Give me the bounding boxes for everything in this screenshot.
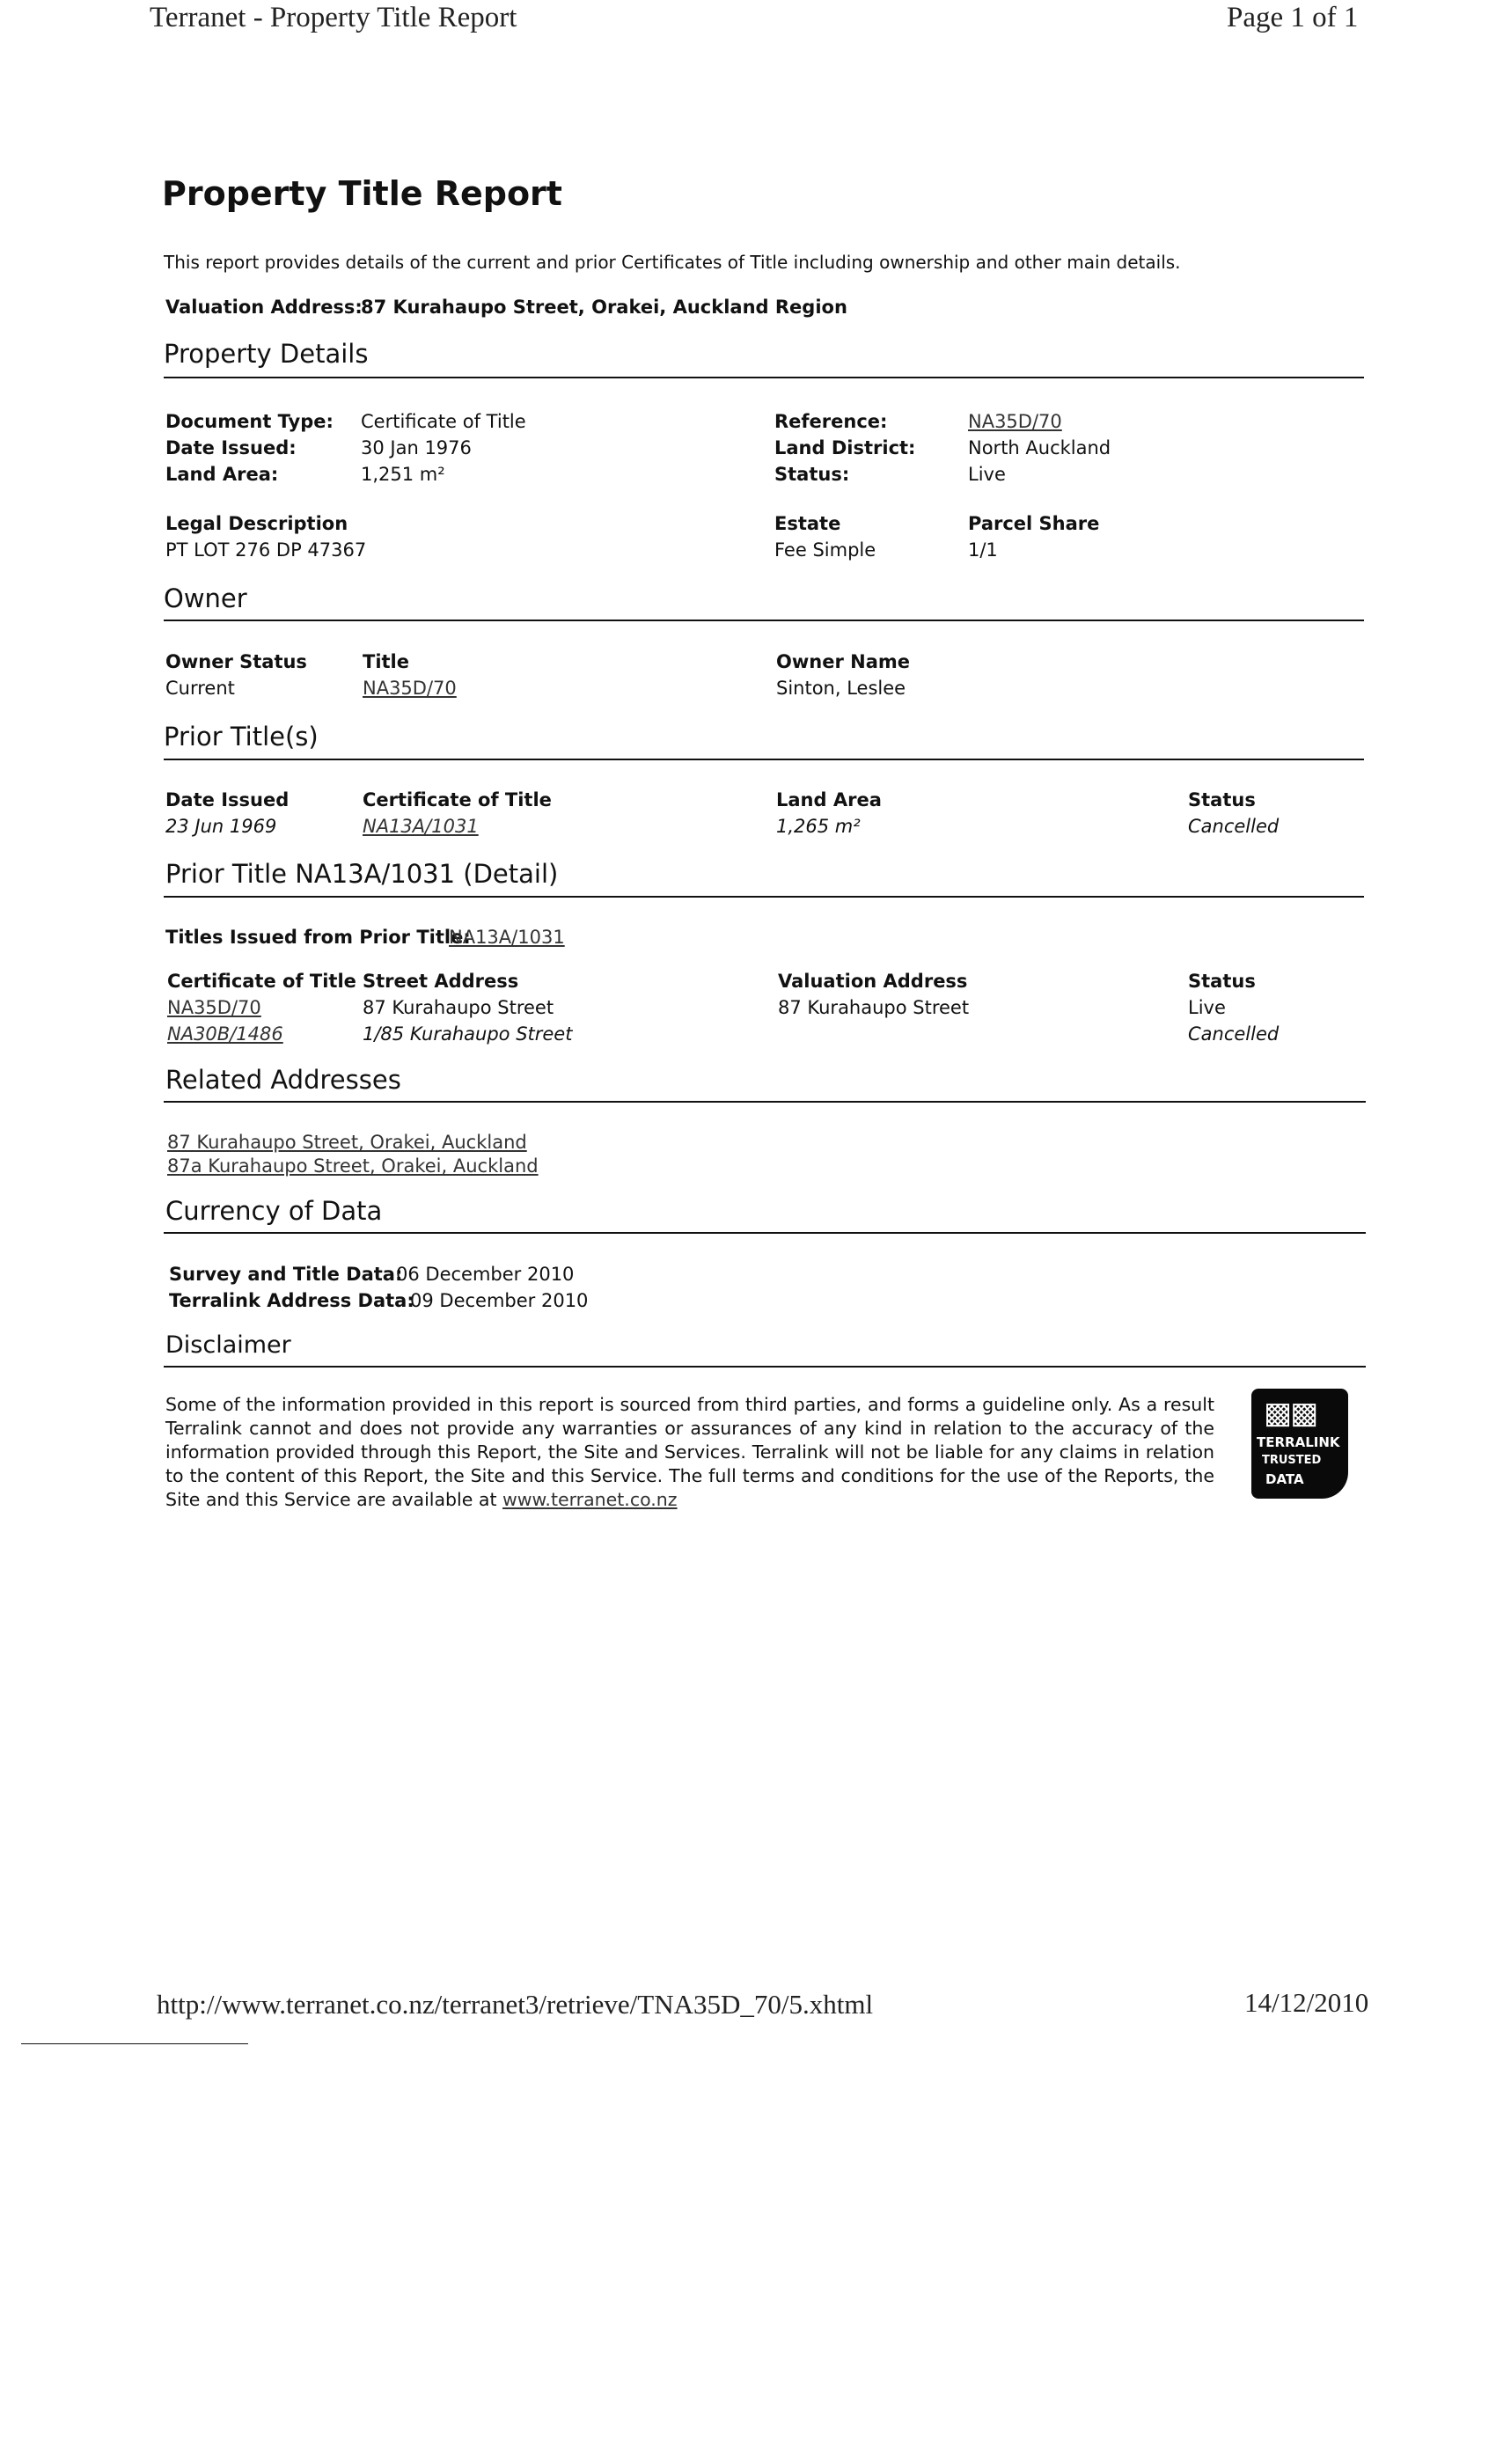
- terralink-mark-icon: ▩▩: [1264, 1396, 1317, 1431]
- address-data-date: 09 December 2010: [410, 1290, 589, 1311]
- owner-heading: Owner: [164, 583, 247, 613]
- prior-titles-heading: Prior Title(s): [164, 722, 319, 752]
- prior-row-land-area: 1,265 m²: [776, 816, 861, 837]
- valuation-address-label: Valuation Address:: [165, 297, 363, 318]
- document-type-label: Document Type:: [165, 411, 334, 432]
- section-divider: [164, 1101, 1366, 1103]
- logo-line: DATA: [1265, 1471, 1304, 1487]
- section-divider: [164, 759, 1364, 760]
- owner-name-label: Owner Name: [776, 651, 910, 672]
- detail-row-status: Live: [1188, 997, 1226, 1018]
- print-footer-url: http://www.terranet.co.nz/terranet3/retrieve/TNA35D_70/5.xhtml: [157, 1989, 874, 2020]
- detail-row-certificate-link[interactable]: NA35D/70: [167, 997, 261, 1018]
- prior-row-status: Cancelled: [1188, 816, 1280, 837]
- parcel-share-label: Parcel Share: [968, 513, 1100, 534]
- related-addresses-heading: Related Addresses: [165, 1065, 401, 1095]
- address-data-label: Terralink Address Data:: [169, 1290, 414, 1311]
- logo-line: TERRALINK: [1257, 1434, 1340, 1450]
- legal-description: PT LOT 276 DP 47367: [165, 539, 367, 561]
- detail-row-status: Cancelled: [1188, 1023, 1280, 1045]
- detail-row-certificate-link[interactable]: NA30B/1486: [167, 1023, 283, 1045]
- reference-label: Reference:: [774, 411, 888, 432]
- section-divider: [164, 377, 1364, 378]
- currency-heading: Currency of Data: [165, 1196, 383, 1226]
- issued-from-link[interactable]: NA13A/1031: [449, 927, 565, 948]
- land-district: North Auckland: [968, 437, 1111, 458]
- prior-row-certificate-link[interactable]: NA13A/1031: [363, 816, 479, 837]
- section-divider: [164, 1232, 1366, 1234]
- land-area-label: Land Area:: [165, 464, 279, 485]
- status-value: Live: [968, 464, 1006, 485]
- terranet-link[interactable]: www.terranet.co.nz: [502, 1489, 678, 1510]
- detail-col-status: Status: [1188, 971, 1256, 992]
- prior-row-date-issued: 23 Jun 1969: [165, 816, 277, 837]
- disclaimer-text: Some of the information provided in this report is sourced from third parties, and forms a guideline only. As a result Terralink cannot and does not provide any warranties or assurances of any kind in relation to the accuracy of the information provided through this Report, the Site and Services. Terralink will not be liable for any claims in relation to the content of this Report, the Site and this Service. The full terms and conditions for the use of the Reports, the Site and this Service are available at www.terranet.co.nz: [165, 1394, 1214, 1510]
- prior-col-status: Status: [1188, 789, 1256, 810]
- detail-row-valuation: 87 Kurahaupo Street: [778, 997, 970, 1018]
- reference-link[interactable]: NA35D/70: [968, 411, 1062, 432]
- land-district-label: Land District:: [774, 437, 916, 458]
- terralink-trusted-data-logo: [1251, 1389, 1348, 1499]
- report-intro: This report provides details of the current and prior Certificates of Title including ownership and other main details.: [164, 252, 1181, 273]
- footer-divider: [21, 2043, 248, 2044]
- status-label: Status:: [774, 464, 850, 485]
- detail-col-street: Street Address: [363, 971, 519, 992]
- logo-line: TRUSTED: [1262, 1454, 1322, 1467]
- section-divider: [164, 620, 1364, 621]
- related-address-link[interactable]: 87 Kurahaupo Street, Orakei, Auckland: [167, 1132, 527, 1153]
- issued-from-label: Titles Issued from Prior Title:: [165, 927, 471, 948]
- detail-row-street: 1/85 Kurahaupo Street: [363, 1023, 573, 1045]
- survey-data-date: 06 December 2010: [396, 1264, 575, 1285]
- owner-name: Sinton, Leslee: [776, 678, 906, 699]
- section-divider: [164, 896, 1364, 898]
- prior-detail-heading: Prior Title NA13A/1031 (Detail): [165, 859, 559, 889]
- print-header-title: Terranet - Property Title Report: [150, 2, 517, 33]
- valuation-address: 87 Kurahaupo Street, Orakei, Auckland Region: [361, 297, 847, 318]
- print-header-page: Page 1 of 1: [1227, 2, 1359, 33]
- land-area: 1,251 m²: [361, 464, 445, 485]
- owner-status-label: Owner Status: [165, 651, 307, 672]
- detail-row-street: 87 Kurahaupo Street: [363, 997, 554, 1018]
- survey-data-label: Survey and Title Data:: [169, 1264, 403, 1285]
- related-address-link[interactable]: 87a Kurahaupo Street, Orakei, Auckland: [167, 1155, 539, 1177]
- detail-col-certificate: Certificate of Title: [167, 971, 356, 992]
- estate-value: Fee Simple: [774, 539, 876, 561]
- prior-col-certificate: Certificate of Title: [363, 789, 552, 810]
- prior-col-date-issued: Date Issued: [165, 789, 290, 810]
- owner-title-link[interactable]: NA35D/70: [363, 678, 457, 699]
- disclaimer-heading: Disclaimer: [165, 1331, 291, 1359]
- print-footer-date: 14/12/2010: [1244, 1987, 1369, 2018]
- page-title: Property Title Report: [162, 174, 562, 213]
- property-details-heading: Property Details: [164, 339, 369, 369]
- owner-title-label: Title: [363, 651, 410, 672]
- document-type: Certificate of Title: [361, 411, 526, 432]
- estate-label: Estate: [774, 513, 841, 534]
- parcel-share: 1/1: [968, 539, 998, 561]
- date-issued: 30 Jan 1976: [361, 437, 472, 458]
- legal-description-label: Legal Description: [165, 513, 348, 534]
- date-issued-label: Date Issued:: [165, 437, 297, 458]
- section-divider: [164, 1366, 1366, 1368]
- owner-status: Current: [165, 678, 235, 699]
- prior-col-land-area: Land Area: [776, 789, 882, 810]
- detail-col-valuation: Valuation Address: [778, 971, 968, 992]
